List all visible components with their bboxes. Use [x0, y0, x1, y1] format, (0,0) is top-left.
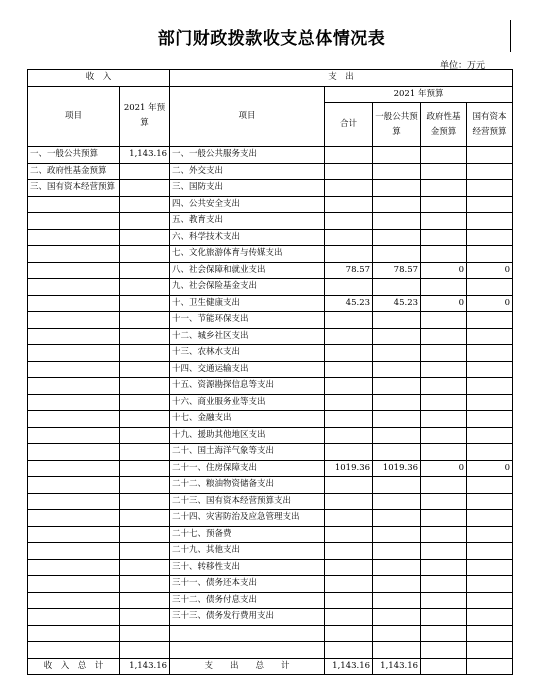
income-label-empty — [28, 196, 120, 213]
expense-total — [325, 345, 373, 362]
expense-capital — [467, 427, 513, 444]
expense-total-general: 1,143.16 — [373, 658, 421, 675]
expense-general — [373, 493, 421, 510]
expense-item-label: 二十、国土海洋气象等支出 — [170, 444, 325, 461]
income-value-empty — [120, 229, 170, 246]
expense-capital: 0 — [467, 460, 513, 477]
expense-total — [325, 576, 373, 593]
expense-item-label: 十六、商业服务业等支出 — [170, 394, 325, 411]
expense-item-label: 二十七、预备费 — [170, 526, 325, 543]
expense-fund — [421, 394, 467, 411]
income-label: 三、国有资本经营预算 — [28, 180, 120, 197]
expense-total — [325, 378, 373, 395]
expense-total — [325, 246, 373, 263]
income-value-empty — [120, 592, 170, 609]
table-row — [28, 345, 513, 362]
income-value-empty — [120, 361, 170, 378]
expense-item-label: 二十四、灾害防治及应急管理支出 — [170, 510, 325, 527]
header-general-public: 一般公共预算 — [373, 103, 421, 147]
expense-total — [325, 543, 373, 560]
expense-capital — [467, 411, 513, 428]
table-row — [28, 229, 513, 246]
expense-capital — [467, 510, 513, 527]
expense-capital — [467, 246, 513, 263]
expense-item-label: 十三、农林水支出 — [170, 345, 325, 362]
expense-capital — [467, 576, 513, 593]
expense-capital — [467, 559, 513, 576]
income-value-empty — [120, 279, 170, 296]
expense-fund — [421, 312, 467, 329]
expense-total: 78.57 — [325, 262, 373, 279]
income-value-empty — [120, 328, 170, 345]
expense-capital — [467, 477, 513, 494]
table-row — [28, 262, 513, 279]
income-value-empty — [120, 444, 170, 461]
expense-capital — [467, 312, 513, 329]
expense-total — [325, 526, 373, 543]
expense-total — [325, 411, 373, 428]
expense-general — [373, 477, 421, 494]
header-income: 收 入 — [28, 70, 170, 87]
expense-fund — [421, 229, 467, 246]
table-row — [28, 510, 513, 527]
totals-row — [28, 658, 513, 675]
expense-general: 45.23 — [373, 295, 421, 312]
income-value: 1,143.16 — [120, 147, 170, 164]
header-state-capital: 国有资本经营预算 — [467, 103, 513, 147]
income-value-empty — [120, 526, 170, 543]
expense-capital — [467, 625, 513, 642]
empty-cell — [421, 642, 467, 659]
income-value — [120, 163, 170, 180]
income-label-empty — [28, 444, 120, 461]
expense-general: 1019.36 — [373, 460, 421, 477]
income-label-empty — [28, 262, 120, 279]
expense-general — [373, 163, 421, 180]
income-value-empty — [120, 345, 170, 362]
expense-capital — [467, 592, 513, 609]
expense-item-label: 十、卫生健康支出 — [170, 295, 325, 312]
table-row — [28, 609, 513, 626]
income-value-empty — [120, 196, 170, 213]
expense-item-label: 一、一般公共服务支出 — [170, 147, 325, 164]
income-value-empty — [120, 394, 170, 411]
expense-item-label: 二十三、国有资本经营预算支出 — [170, 493, 325, 510]
income-label-empty — [28, 361, 120, 378]
expense-general — [373, 394, 421, 411]
expense-general — [373, 279, 421, 296]
expense-capital — [467, 361, 513, 378]
expense-total — [325, 279, 373, 296]
table-row — [28, 328, 513, 345]
expense-fund — [421, 378, 467, 395]
income-value-empty — [120, 378, 170, 395]
income-value-empty — [120, 411, 170, 428]
income-label-empty — [28, 460, 120, 477]
expense-fund — [421, 493, 467, 510]
expense-item-label: 六、科学技术支出 — [170, 229, 325, 246]
expense-fund — [421, 213, 467, 230]
expense-general — [373, 576, 421, 593]
expense-total — [325, 213, 373, 230]
income-label-empty — [28, 609, 120, 626]
expense-item-label: 十七、金融支出 — [170, 411, 325, 428]
income-total-value: 1,143.16 — [120, 658, 170, 675]
income-value-empty — [120, 609, 170, 626]
expense-general — [373, 361, 421, 378]
header-expense: 支 出 — [170, 70, 513, 87]
table-row — [28, 361, 513, 378]
expense-general — [373, 625, 421, 642]
table-row — [28, 378, 513, 395]
table-row — [28, 312, 513, 329]
header-item: 项目 — [28, 86, 120, 147]
expense-fund — [421, 180, 467, 197]
income-value-empty — [120, 427, 170, 444]
table-row — [28, 460, 513, 477]
expense-total — [325, 427, 373, 444]
income-label-empty — [28, 295, 120, 312]
income-value-empty — [120, 493, 170, 510]
empty-cell — [28, 642, 120, 659]
header-total: 合计 — [325, 103, 373, 147]
expense-capital — [467, 526, 513, 543]
expense-total — [325, 510, 373, 527]
expense-total — [325, 229, 373, 246]
expense-item-label: 十一、节能环保支出 — [170, 312, 325, 329]
expense-total — [325, 493, 373, 510]
income-value-empty — [120, 543, 170, 560]
expense-total — [325, 609, 373, 626]
expense-item-label: 十九、援助其他地区支出 — [170, 427, 325, 444]
expense-fund — [421, 510, 467, 527]
expense-item-label: 三十一、债务还本支出 — [170, 576, 325, 593]
expense-capital: 0 — [467, 295, 513, 312]
page-title: 部门财政拨款收支总体情况表 — [157, 29, 386, 49]
income-value-empty — [120, 625, 170, 642]
income-value-empty — [120, 246, 170, 263]
empty-cell — [170, 642, 325, 659]
expense-capital — [467, 378, 513, 395]
header-year-budget: 2021 年预算 — [120, 86, 170, 147]
table-row — [28, 543, 513, 560]
unit-label: 单位：万元 — [439, 61, 485, 71]
expense-total — [325, 444, 373, 461]
expense-item-label: 二十二、粮油物资储备支出 — [170, 477, 325, 494]
expense-capital — [467, 444, 513, 461]
expense-item-label: 二十九、其他支出 — [170, 543, 325, 560]
table-row — [28, 444, 513, 461]
income-label: 一、一般公共预算 — [28, 147, 120, 164]
header-gov-fund: 政府性基金预算 — [421, 103, 467, 147]
expense-fund — [421, 444, 467, 461]
expense-general — [373, 444, 421, 461]
income-label-empty — [28, 493, 120, 510]
expense-total — [325, 559, 373, 576]
expense-general — [373, 510, 421, 527]
expense-fund — [421, 345, 467, 362]
income-value-empty — [120, 312, 170, 329]
expense-item-label: 四、公共安全支出 — [170, 196, 325, 213]
expense-capital — [467, 229, 513, 246]
expense-total — [325, 312, 373, 329]
expense-fund — [421, 411, 467, 428]
income-label-empty — [28, 411, 120, 428]
expense-fund — [421, 592, 467, 609]
income-value-empty — [120, 460, 170, 477]
expense-capital — [467, 196, 513, 213]
empty-cell — [120, 642, 170, 659]
expense-total — [325, 147, 373, 164]
expense-fund — [421, 361, 467, 378]
expense-total — [325, 328, 373, 345]
table-row — [28, 394, 513, 411]
table-row — [28, 196, 513, 213]
expense-fund: 0 — [421, 295, 467, 312]
expense-fund — [421, 279, 467, 296]
income-label-empty — [28, 328, 120, 345]
expense-capital — [467, 328, 513, 345]
income-label-empty — [28, 510, 120, 527]
budget-table — [27, 69, 513, 675]
income-value-empty — [120, 510, 170, 527]
table-row — [28, 493, 513, 510]
expense-general — [373, 543, 421, 560]
expense-total-label: 支 出 总 计 — [170, 658, 325, 675]
expense-item-label: 五、教育支出 — [170, 213, 325, 230]
header-budget-2021: 2021 年预算 — [325, 86, 513, 103]
income-value-empty — [120, 559, 170, 576]
income-label-empty — [28, 345, 120, 362]
empty-cell — [373, 642, 421, 659]
income-label-empty — [28, 246, 120, 263]
expense-total: 1019.36 — [325, 460, 373, 477]
expense-fund — [421, 609, 467, 626]
expense-capital — [467, 609, 513, 626]
income-label-empty — [28, 312, 120, 329]
expense-fund — [421, 328, 467, 345]
table-row — [28, 625, 513, 642]
income-label-empty — [28, 394, 120, 411]
income-label-empty — [28, 576, 120, 593]
income-label-empty — [28, 592, 120, 609]
expense-general — [373, 427, 421, 444]
expense-general — [373, 411, 421, 428]
income-label-empty — [28, 427, 120, 444]
table-row — [28, 411, 513, 428]
expense-general — [373, 559, 421, 576]
expense-total-fund — [421, 658, 467, 675]
table-row — [28, 526, 513, 543]
expense-general — [373, 328, 421, 345]
expense-item-label: 三十二、债务付息支出 — [170, 592, 325, 609]
expense-total — [325, 163, 373, 180]
expense-total-sum: 1,143.16 — [325, 658, 373, 675]
income-label-empty — [28, 526, 120, 543]
expense-general — [373, 345, 421, 362]
expense-general — [373, 180, 421, 197]
expense-fund — [421, 427, 467, 444]
income-label-empty — [28, 213, 120, 230]
table-row — [28, 576, 513, 593]
expense-total — [325, 196, 373, 213]
expense-item-label: 十四、交通运输支出 — [170, 361, 325, 378]
expense-fund — [421, 147, 467, 164]
income-label-empty — [28, 477, 120, 494]
expense-general — [373, 196, 421, 213]
expense-general — [373, 147, 421, 164]
expense-general — [373, 609, 421, 626]
expense-capital — [467, 213, 513, 230]
expense-capital — [467, 279, 513, 296]
expense-total — [325, 394, 373, 411]
income-label-empty — [28, 559, 120, 576]
expense-item-label: 三十、转移性支出 — [170, 559, 325, 576]
expense-fund: 0 — [421, 262, 467, 279]
expense-total: 45.23 — [325, 295, 373, 312]
expense-general — [373, 229, 421, 246]
spacer-row — [28, 642, 513, 659]
income-label-empty — [28, 229, 120, 246]
table-row — [28, 295, 513, 312]
expense-capital — [467, 543, 513, 560]
expense-capital — [467, 147, 513, 164]
expense-total — [325, 625, 373, 642]
expense-item-label: 二十一、住房保障支出 — [170, 460, 325, 477]
income-label: 二、政府性基金预算 — [28, 163, 120, 180]
income-label-empty — [28, 543, 120, 560]
income-value-empty — [120, 295, 170, 312]
expense-capital — [467, 493, 513, 510]
table-row — [28, 163, 513, 180]
expense-capital — [467, 163, 513, 180]
expense-total-capital — [467, 658, 513, 675]
expense-capital — [467, 345, 513, 362]
income-label-empty — [28, 625, 120, 642]
expense-item-label: 十五、资源勘探信息等支出 — [170, 378, 325, 395]
expense-item-label: 三十三、债务发行费用支出 — [170, 609, 325, 626]
expense-fund — [421, 196, 467, 213]
header-expense-item: 项目 — [170, 86, 325, 147]
income-value-empty — [120, 262, 170, 279]
expense-general — [373, 592, 421, 609]
expense-general: 78.57 — [373, 262, 421, 279]
income-value — [120, 180, 170, 197]
expense-fund: 0 — [421, 460, 467, 477]
expense-general — [373, 378, 421, 395]
empty-cell — [325, 642, 373, 659]
expense-fund — [421, 163, 467, 180]
expense-fund — [421, 576, 467, 593]
expense-capital — [467, 180, 513, 197]
table-row — [28, 246, 513, 263]
income-value-empty — [120, 477, 170, 494]
expense-total — [325, 361, 373, 378]
table-row — [28, 592, 513, 609]
expense-total — [325, 592, 373, 609]
income-label-empty — [28, 279, 120, 296]
income-label-empty — [28, 378, 120, 395]
table-row — [28, 559, 513, 576]
expense-total — [325, 180, 373, 197]
expense-capital — [467, 394, 513, 411]
expense-general — [373, 526, 421, 543]
expense-fund — [421, 526, 467, 543]
expense-general — [373, 246, 421, 263]
expense-item-label: 八、社会保障和就业支出 — [170, 262, 325, 279]
expense-general — [373, 213, 421, 230]
table-row — [28, 147, 513, 164]
income-value-empty — [120, 576, 170, 593]
expense-item-label: 二、外交支出 — [170, 163, 325, 180]
income-total-label: 收 入 总 计 — [28, 658, 120, 675]
expense-item-label: 七、文化旅游体育与传媒支出 — [170, 246, 325, 263]
expense-capital: 0 — [467, 262, 513, 279]
expense-fund — [421, 477, 467, 494]
empty-cell — [467, 642, 513, 659]
table-row — [28, 477, 513, 494]
table-row — [28, 279, 513, 296]
expense-fund — [421, 543, 467, 560]
expense-fund — [421, 625, 467, 642]
expense-fund — [421, 246, 467, 263]
expense-general — [373, 312, 421, 329]
table-row — [28, 213, 513, 230]
margin-line — [510, 20, 511, 52]
expense-item-label — [170, 625, 325, 642]
income-value-empty — [120, 213, 170, 230]
table-row — [28, 427, 513, 444]
expense-item-label: 九、社会保险基金支出 — [170, 279, 325, 296]
expense-item-label: 十二、城乡社区支出 — [170, 328, 325, 345]
expense-total — [325, 477, 373, 494]
expense-fund — [421, 559, 467, 576]
expense-item-label: 三、国防支出 — [170, 180, 325, 197]
